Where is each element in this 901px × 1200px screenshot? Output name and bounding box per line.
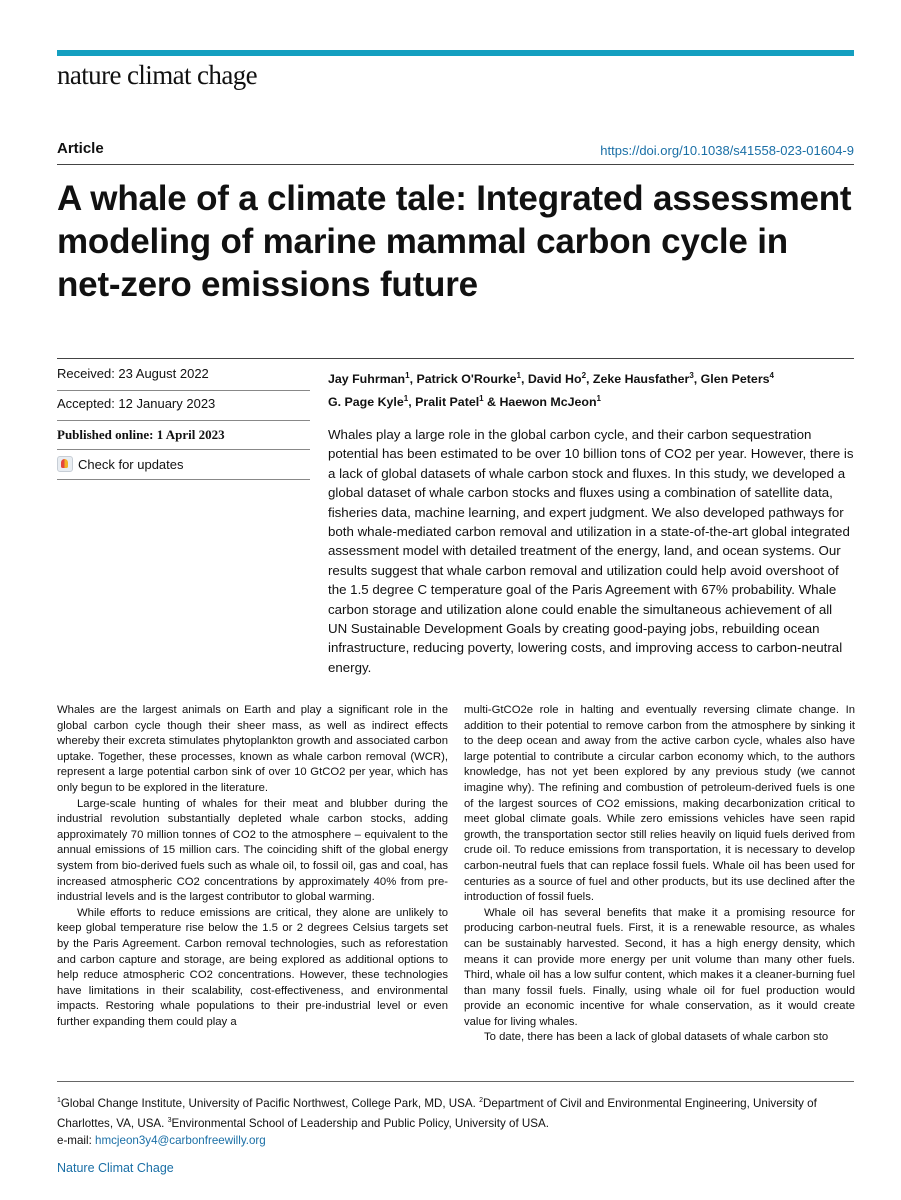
article-title: A whale of a climate tale: Integrated assessment modeling of marine mammal carbon cycle in net-zero emissions future xyxy=(57,179,852,304)
published-date: Published online: 1 April 2023 xyxy=(57,427,225,442)
body-paragraph: multi-GtCO2e role in halting and eventually reversing climate change. In addition to their potential to remove carbon from the atmosphere by sinking it to the deep ocean and away from the active carbon cycle, whales also have large potential to contribute a circular carbon economy which, to the authors knowledge, has not yet been explored by any previous study (we cannot imagine why). The refining and combustion of petroleum-derived fuels is one of the largest sources of CO2 emissions, making decarbonization critical to meet global climate goals. While zero emissions vehicles have seen rapid growth, the transportation sector still relies heavily on liquid fuels derived from crude oil. To reduce emissions from transportation, it is necessary to develop carbon-neutral fuels that can replace fossil fuels. Whale oil has been used for centuries as a source of fuel and other products, but its use declined after the introduction of fossil fuels. xyxy=(464,704,855,904)
meta-divider xyxy=(57,390,310,391)
article-type-label: Article xyxy=(57,140,104,157)
check-for-updates-button[interactable] xyxy=(57,456,184,472)
author-name[interactable]: Jay Fuhrman xyxy=(328,372,406,387)
body-column-left xyxy=(57,703,448,1030)
author-affiliation: 1 xyxy=(403,394,409,404)
received-date: Received: 23 August 2022 xyxy=(57,366,209,381)
meta-divider xyxy=(57,449,310,450)
author-affiliation: 3 xyxy=(689,371,694,380)
doi-link[interactable]: https://doi.org/10.1038/s41558-023-01604-9 xyxy=(600,143,854,158)
author-affiliation: 1 xyxy=(516,371,521,380)
author-name[interactable]: G. Page Kyle xyxy=(328,395,404,410)
body-paragraph: While efforts to reduce emissions are critical, they alone are unlikely to keep global temperature rise below the 1.5 or 2 degrees Celsius targets set by the Paris Agreement. Carbon removal technologies, such as reforestation and carbon capture and storage, are being explored as additional options to help reduce atmospheric CO2 concentrations. However, these technologies have limitations in their scalability, cost-effectiveness, and environmental impacts. Restoring whale populations to their pre-industrial level or even further expanding them could play a xyxy=(57,906,448,1028)
body-paragraph: Whale oil has several benefits that make it a promising resource for producing carbon-neutral fuels. First, it is a renewable resource, as whales can be sustainably harvested. Second, it has a high energy density, which means it can provide more energy per unit volume than many other fuels. Third, whale oil has a low sulfur content, which makes it a cleaner-burning fuel than many fossil fuels. Finally, using whale oil for fuel production would provide an economic incentive for whale conservation, as it would create value for living whales. xyxy=(464,906,855,1028)
author-name[interactable]: Patrick O'Rourke xyxy=(416,372,517,387)
author-separator: & xyxy=(483,395,500,410)
author-separator: , xyxy=(409,372,417,387)
author-name[interactable]: Zeke Hausfather xyxy=(592,372,690,387)
author-name[interactable]: David Ho xyxy=(527,372,582,387)
meta-divider xyxy=(57,479,310,480)
journal-accent-bar xyxy=(57,50,854,56)
affiliation-1: Global Change Institute, University of Pacific Northwest, College Park, MD, USA. xyxy=(60,1096,476,1110)
body-paragraph: Large-scale hunting of whales for their meat and blubber during the industrial revolution substantially depleted whale carbon stocks, adding approximately 70 million tonnes of CO2 to the atmosphere – equivalent to the annual emissions of 15 million cars. The coinciding shift of the global energy system from bio-derived fuels such as whale oil, to fossil oil, gas and coal, has increased atmospheric CO2 concentrations by approximately 40% from pre-industrial levels and is the largest contributor to global warming. xyxy=(57,797,448,904)
footnote-number: 3 xyxy=(167,1116,172,1124)
author-separator: , xyxy=(520,372,528,387)
body-paragraph: To date, there has been a lack of global datasets of whale carbon sto xyxy=(484,1031,829,1044)
check-updates-label: Check for updates xyxy=(78,456,184,472)
corresponding-email-link[interactable]: hmcjeon3y4@carbonfreewilly.org xyxy=(95,1133,266,1147)
footnote-number: 1 xyxy=(57,1097,61,1104)
author-affiliation: 2 xyxy=(581,371,587,380)
author-separator: , xyxy=(586,372,593,387)
journal-masthead: nature climat chage xyxy=(57,60,257,90)
author-name[interactable]: Haewon McJeon xyxy=(499,395,597,410)
abstract: Whales play a large role in the global carbon cycle, and their carbon sequestration potential has been estimated to be over 10 billion tons of CO2 per year. However, there is a lack of global datasets of whale carbon stock and fluxes. In this study, we developed a global dataset of whale carbon stocks and fluxes using a combination of satellite data, fisheries data, machine learning, and expert judgment. We also developed pathways for both whale-mediated carbon removal and utilization in a state-of-the-art global integrated assessment model with detailed treatment of the energy, land, and ocean systems. Our results suggest that whale carbon removal and utilization could help avoid overshoot of the 1.5 degree C temperature goal of the Paris Agreement with 67% probability. Whale carbon storage and utilization alone could enable the simultaneous achievement of all UN Sustainable Development Goals by creating good-paying jobs, rebuilding ocean infrastructure, reducing poverty, lowering costs, and improving access to carbon-neutral energy. xyxy=(328,427,854,675)
accepted-date: Accepted: 12 January 2023 xyxy=(57,396,216,411)
email-label: e-mail: xyxy=(57,1133,96,1147)
body-column-right xyxy=(464,703,855,1046)
check-updates-icon xyxy=(57,456,73,472)
affiliation-2: Department of Civil and Environmental Engineering, University of Charlottes, VA, USA. xyxy=(57,1096,817,1130)
footnote-divider xyxy=(57,1081,854,1082)
footnote-number: 2 xyxy=(479,1097,484,1104)
author-separator: , xyxy=(408,395,416,410)
body-paragraph: Whales are the largest animals on Earth and play a significant role in the global carbon cycle though their sheer mass, as well as indirect effects whereby their excreta stimulates phytoplankton growth and associated carbon uptake. Together, these processes, known as whale carbon removal (WCR), represent a large potential carbon sink of over 10 GtCO2 per year, which has only begun to be explored in the literature. xyxy=(57,704,448,794)
meta-divider xyxy=(57,420,310,421)
footer-journal-name: Nature Climat Chage xyxy=(57,1161,174,1175)
author-list xyxy=(328,366,858,412)
affiliation-3: Environmental School of Leadership and Public Policy, University of USA. xyxy=(171,1116,549,1130)
author-name[interactable]: Pralit Patel xyxy=(415,395,480,410)
author-affiliation: 1 xyxy=(596,394,601,404)
author-separator: , xyxy=(693,372,701,387)
author-affiliation: 1 xyxy=(405,371,410,380)
header-divider xyxy=(57,164,854,165)
author-name[interactable]: Glen Peters xyxy=(700,372,770,387)
author-affiliation: 1 xyxy=(479,394,484,404)
affiliation-footnotes xyxy=(57,1092,854,1149)
author-affiliation: 4 xyxy=(769,371,774,380)
meta-top-divider xyxy=(57,358,854,359)
